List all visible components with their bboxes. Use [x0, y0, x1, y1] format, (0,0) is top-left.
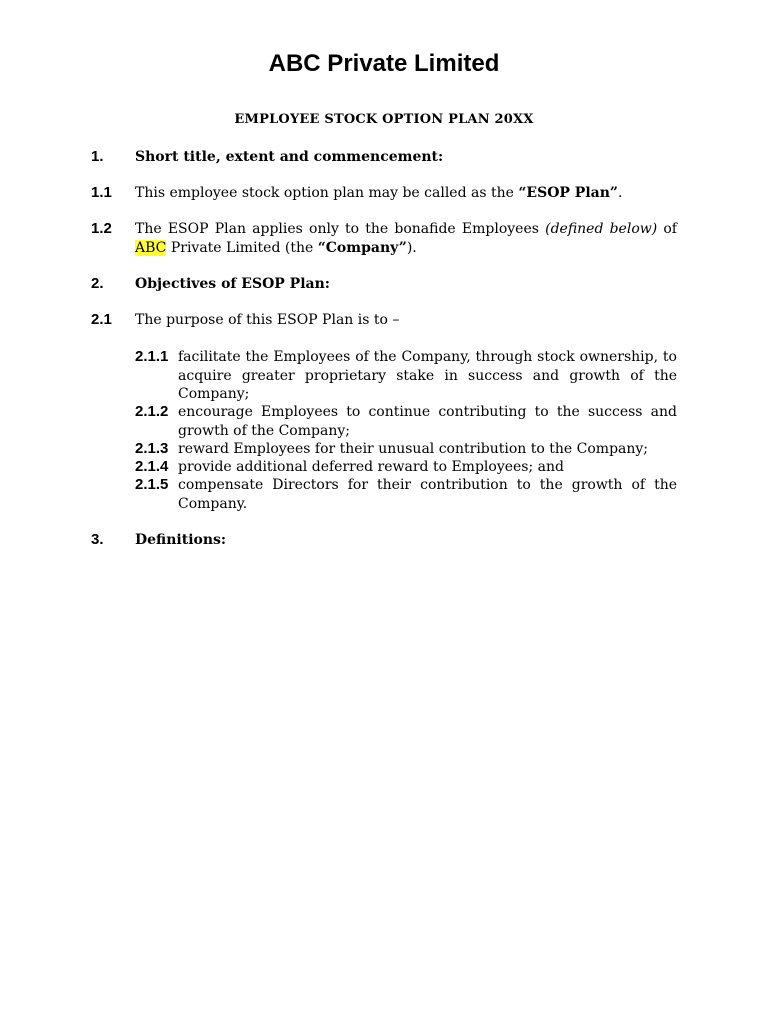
clause-text-part: ).: [406, 240, 417, 256]
item-number: 2.1.1: [135, 348, 169, 365]
clause-text-part: of: [657, 221, 677, 237]
list-item-2-1-2: [135, 403, 677, 440]
highlighted-word: ABC: [135, 240, 167, 256]
item-number: 2.1.5: [135, 476, 169, 493]
item-text: reward Employees for their unusual contribution to the Company;: [178, 441, 649, 457]
section-number: 1.: [91, 148, 104, 165]
clause-text-part: This employee stock option plan may be called as the: [135, 185, 519, 201]
section-number: 3.: [91, 531, 104, 548]
clause-number: 1.1: [91, 184, 112, 201]
item-number: 2.1.4: [135, 458, 169, 475]
section-heading: Objectives of ESOP Plan:: [135, 276, 330, 292]
item-text: encourage Employees to continue contributing to the success and growth of the Company;: [178, 404, 677, 439]
section-heading: Definitions:: [135, 532, 227, 548]
clause-text-line-2: [135, 239, 677, 258]
list-item-2-1-5: [135, 476, 677, 513]
item-number: 2.1.2: [135, 403, 169, 420]
clause-number: 1.2: [91, 220, 112, 237]
section-heading: Short title, extent and commencement:: [135, 149, 444, 165]
company-title: ABC Private Limited: [268, 50, 500, 77]
italic-note: (defined below): [545, 221, 658, 237]
list-item-2-1-1: [135, 348, 677, 404]
clause-text: [135, 184, 677, 203]
clause-text-part: Private Limited (the: [166, 240, 318, 256]
section-number: 2.: [91, 275, 104, 292]
clause-text: The purpose of this ESOP Plan is to –: [135, 312, 400, 328]
item-number: 2.1.3: [135, 440, 169, 457]
clause-number: 2.1: [91, 311, 112, 328]
defined-term: “ESOP Plan”: [518, 185, 618, 201]
list-item-2-1-3: [135, 440, 677, 459]
item-text: facilitate the Employees of the Company, through stock ownership, to acquire greater proprietary stake in success and growth of the Company;: [178, 349, 677, 402]
item-text: provide additional deferred reward to Employees; and: [178, 459, 564, 475]
plan-title: EMPLOYEE STOCK OPTION PLAN 20XX: [234, 112, 534, 127]
clause-text-part: The ESOP Plan applies only to the bonafide Employees: [135, 221, 546, 237]
defined-term: “Company”: [317, 240, 407, 256]
item-text: compensate Directors for their contribution to the growth of the Company.: [178, 477, 677, 512]
clause-text-part: .: [617, 185, 623, 201]
list-item-2-1-4: [135, 458, 677, 477]
clause-text-line-1: [135, 220, 677, 239]
